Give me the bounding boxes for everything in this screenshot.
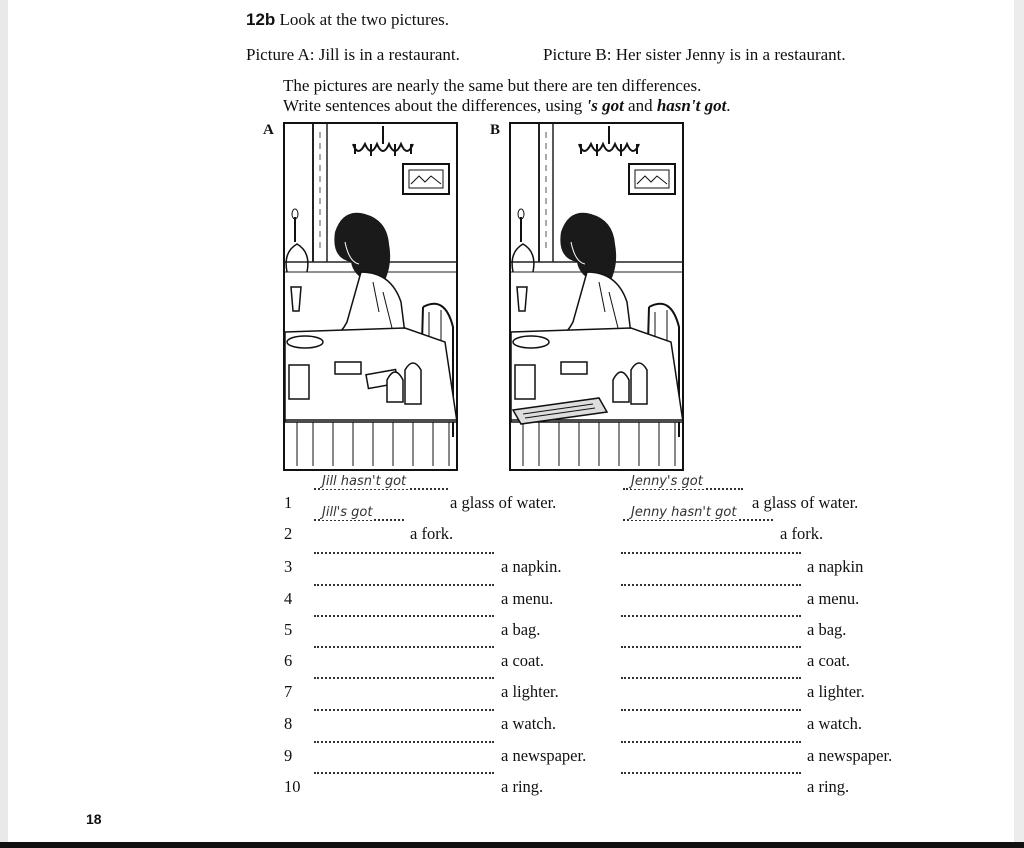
object-text-b: a newspaper. [807, 746, 893, 765]
answer-row-4 [0, 589, 1024, 611]
row-number: 4 [284, 589, 293, 608]
object-text-a: a menu. [501, 589, 554, 608]
handwritten-answer: Jenny's got [631, 474, 703, 489]
picture-a-restaurant [283, 122, 458, 471]
object-text-a: a ring. [501, 777, 544, 796]
row-number: 9 [284, 746, 293, 765]
instruction-hasnt-got: hasn't got [656, 96, 727, 115]
object-text-b: a watch. [807, 714, 862, 733]
answer-row-6 [0, 651, 1024, 673]
object-text-b: a menu. [807, 589, 860, 608]
instruction-text: Write sentences about the differences, using [283, 96, 587, 115]
object-text-a: a watch. [501, 714, 556, 733]
row-number: 5 [284, 620, 293, 639]
row-number: 2 [284, 524, 293, 543]
answer-row-8 [0, 714, 1024, 736]
object-text-b: a bag. [807, 620, 847, 639]
row-number: 6 [284, 651, 293, 670]
object-text-a: a fork. [410, 524, 454, 543]
answer-row-5 [0, 620, 1024, 642]
exercise-number: 12b [246, 10, 276, 29]
picture-label-a: A [263, 122, 274, 138]
instruction-period: . [726, 96, 731, 115]
picture-b-restaurant [509, 122, 684, 471]
answer-row-7 [0, 682, 1024, 704]
picture-label-b: B [490, 122, 501, 138]
object-text-b: a ring. [807, 777, 850, 796]
object-text-b: a napkin [807, 557, 864, 576]
page-edge-bottom [0, 842, 1024, 848]
object-text-b: a coat. [807, 651, 851, 670]
answer-row-10 [0, 777, 1024, 799]
object-text-a: a newspaper. [501, 746, 587, 765]
row-number: 1 [284, 493, 293, 512]
page-number: 18 [86, 811, 102, 827]
answer-row-1 [0, 474, 1024, 515]
handwritten-answer: Jenny hasn't got [631, 505, 737, 520]
answer-row-2 [0, 505, 1024, 546]
row-number: 10 [284, 777, 301, 796]
object-text-b: a glass of water. [752, 493, 859, 512]
answer-row-9 [0, 746, 1024, 768]
handwritten-answer: Jill hasn't got [322, 474, 407, 489]
row-number: 8 [284, 714, 293, 733]
instruction-line-2 [283, 96, 731, 116]
object-text-a: a lighter. [501, 682, 559, 701]
object-text-b: a lighter. [807, 682, 865, 701]
instruction-and: and [623, 96, 657, 115]
exercise-title: Look at the two pictures. [279, 10, 450, 29]
object-text-b: a fork. [780, 524, 824, 543]
instruction-got: 's got [586, 96, 624, 115]
row-number: 7 [284, 682, 293, 701]
handwritten-answer: Jill's got [322, 505, 373, 520]
object-text-a: a bag. [501, 620, 541, 639]
row-number: 3 [284, 557, 293, 576]
answer-row-3 [0, 557, 1024, 579]
object-text-a: a napkin. [501, 557, 562, 576]
object-text-a: a glass of water. [450, 493, 557, 512]
picture-a-caption: Picture A: Jill is in a restaurant. [246, 45, 460, 64]
object-text-a: a coat. [501, 651, 545, 670]
picture-b-caption: Picture B: Her sister Jenny is in a restaurant. [543, 45, 846, 64]
exercise-heading [246, 10, 449, 30]
instruction-line-1: The pictures are nearly the same but there are ten differences. [283, 76, 702, 95]
